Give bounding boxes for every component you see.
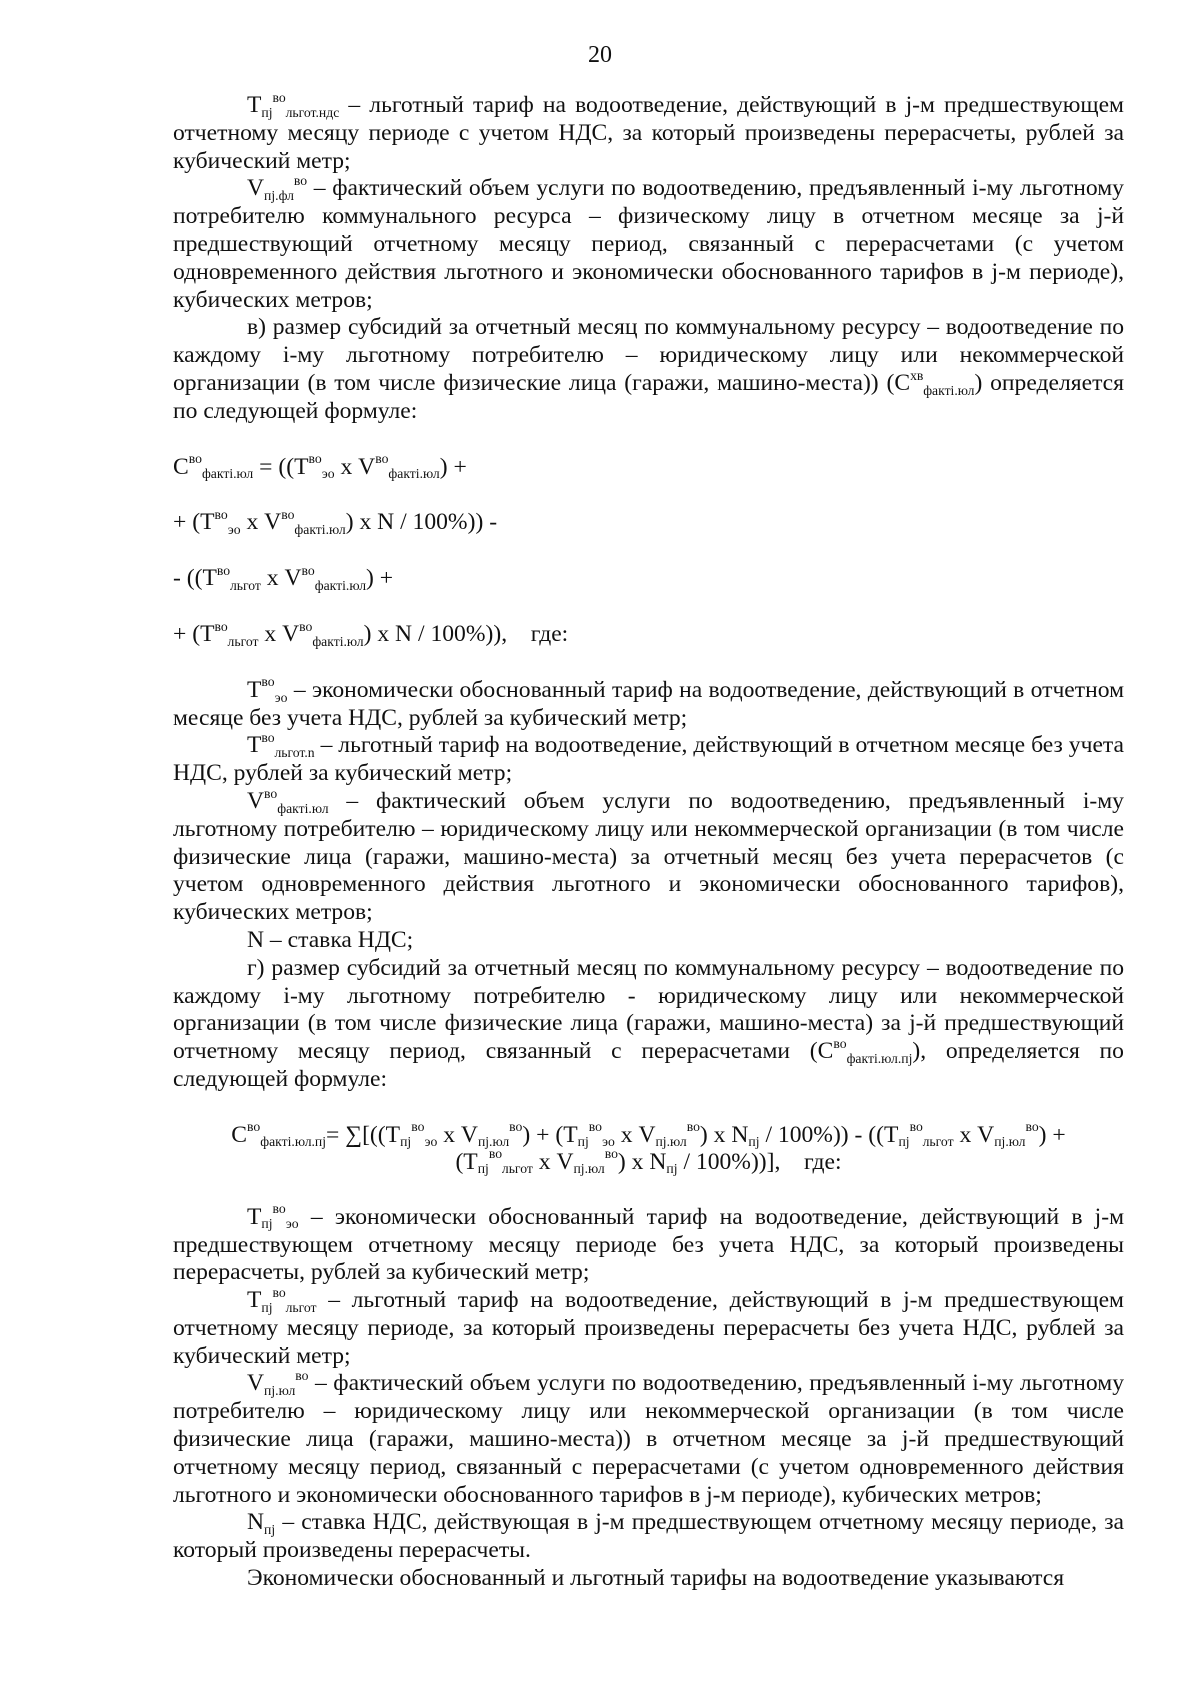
definition-t-lgot-nds: $Т_{пj}^{во}_{льгот.ндс}$ – льготный тариф на водоотведение, действующий в j-м предшествующем отчетному месяцу периоде с учетом НДС, за который произведены перерасчеты, рублей за кубический метр; bbox=[173, 89, 1124, 174]
paragraph-v: в) размер субсидий за отчетный месяц по коммунальному ресурсу – водоотведение по каждому i-му льготному потребителю – юридическому лицу или некоммерческой организации (в том числе физические лица (гаражи, машино-места)) $(С^{хв}_{факті.юл})$ определяется по следующей формуле: bbox=[173, 314, 1124, 424]
definition-t-pj-lgot: $Т_{пj}^{во}_{льгот}$ – льготный тариф на водоотведение, действующий в j-м предшествующем отчетному месяцу периоде, за который произведены перерасчеты без учета НДС, рублей за кубический метр; bbox=[173, 1284, 1124, 1369]
document-body bbox=[173, 89, 1125, 1593]
definition-t-lgot-n: $Т^{во}_{льгот.n}$ – льготный тариф на водоотведение, действующий в отчетном месяце без учета НДС, рублей за кубический метр; bbox=[173, 730, 1124, 787]
formula-g: $С^{во}_{факті.юл.пj}= \sum[((Т_{пj}^{во}_{эо}$ х $V_{пj.юл}^{во}) + (Т_{пj}^{во}_{эо}$ х $V_{пj.юл}^{во}$) х $N_{пj} / 100\%)) - ((Т_{пj}^{во}_{льгот}$ х $V_{пj.юл}^{во}$) + ($Т_{пj}^{во}_{льгот}$ х $V_{пj.юл}^{во}$) х $N_{пj} / 100\%$))], где: bbox=[231, 1119, 1066, 1177]
definition-n: N – ставка НДС; bbox=[247, 926, 414, 953]
definition-v-fakt-ul: $V^{во}_{факті.юл}$ – фактический объем услуги по водоотведению, предъявленный i-му льготному потребителю – юридическому лицу или некоммерческой организации (в том числе физические лица (гаражи, машино-места) за отчетный месяц без учета перерасчетов (с учетом одновременного действия льготного и экономически обоснованного тарифов), кубических метров; bbox=[173, 785, 1124, 926]
formula-v: $С^{во}_{факті.юл} = ((Т^{во}_{эо}$ х $V^{во}_{факті.юл}$) + + ($Т^{во}_{эо}$ х $V^{во}_{факті.юл}$) х N / 100%)) - - (($Т^{во}_{льгот}$ х $V^{во}_{факті.юл}$) + + ($Т^{во}_{льгот}$ х $V^{во}_{факті.юл}$) х N / 100%)), где: bbox=[173, 451, 569, 649]
definition-t-eo: $Т^{во}_{эо}$ – экономически обоснованный тариф на водоотведение, действующий в отчетном месяце без учета НДС, рублей за кубический метр; bbox=[173, 674, 1124, 731]
paragraph-g: г) размер субсидий за отчетный месяц по коммунальному ресурсу – водоотведение по каждому i-му льготному потребителю - юридическому лицу или некоммерческой организации (в том числе физические лица (гаражи, машино-места) за j-й предшествующий отчетному месяцу период, связанный с перерасчетами $(С^{во}_{факті.юл.пj})$, определяется по следующей формуле: bbox=[173, 954, 1124, 1092]
definition-t-pj-eo: $Т_{пj}^{во}_{эо}$ – экономически обоснованный тариф на водоотведение, действующий в j-м предшествующем отчетному месяцу периоде без учета НДС, за который произведены перерасчеты, рублей за кубический метр; bbox=[173, 1201, 1125, 1286]
definition-v-pj-fl: $V_{пj.фл}^{во}$ – фактический объем услуги по водоотведению, предъявленный i-му льготному потребителю коммунального ресурса – физическому лицу в отчетном месяце за j-й предшествующий отчетному месяцу период, связанный с перерасчетами (с учетом одновременного действия льготного и экономически обоснованного тарифов в j-м периоде), кубических метров; bbox=[173, 173, 1124, 313]
closing-paragraph: Экономически обоснованный и льготный тарифы на водоотведение указываются bbox=[247, 1565, 1065, 1592]
definition-n-pj: $N_{пj}$ – ставка НДС, действующая в j-м предшествующем отчетному месяцу периоде, за который произведены перерасчеты. bbox=[173, 1509, 1124, 1564]
definition-v-pj-ul: $V_{пj.юл}^{во}$ – фактический объем услуги по водоотведению, предъявленный i-му льготному потребителю – юридическому лицу или некоммерческой организации (в том числе физические лица (гаражи, машино-места)) в отчетном месяце за j-й предшествующий отчетному месяцу период, связанный с перерасчетами (с учетом одновременного действия льготного и экономически обоснованного тарифов в j-м периоде), кубических метров; bbox=[173, 1368, 1124, 1508]
page-number: 20 bbox=[588, 42, 612, 68]
